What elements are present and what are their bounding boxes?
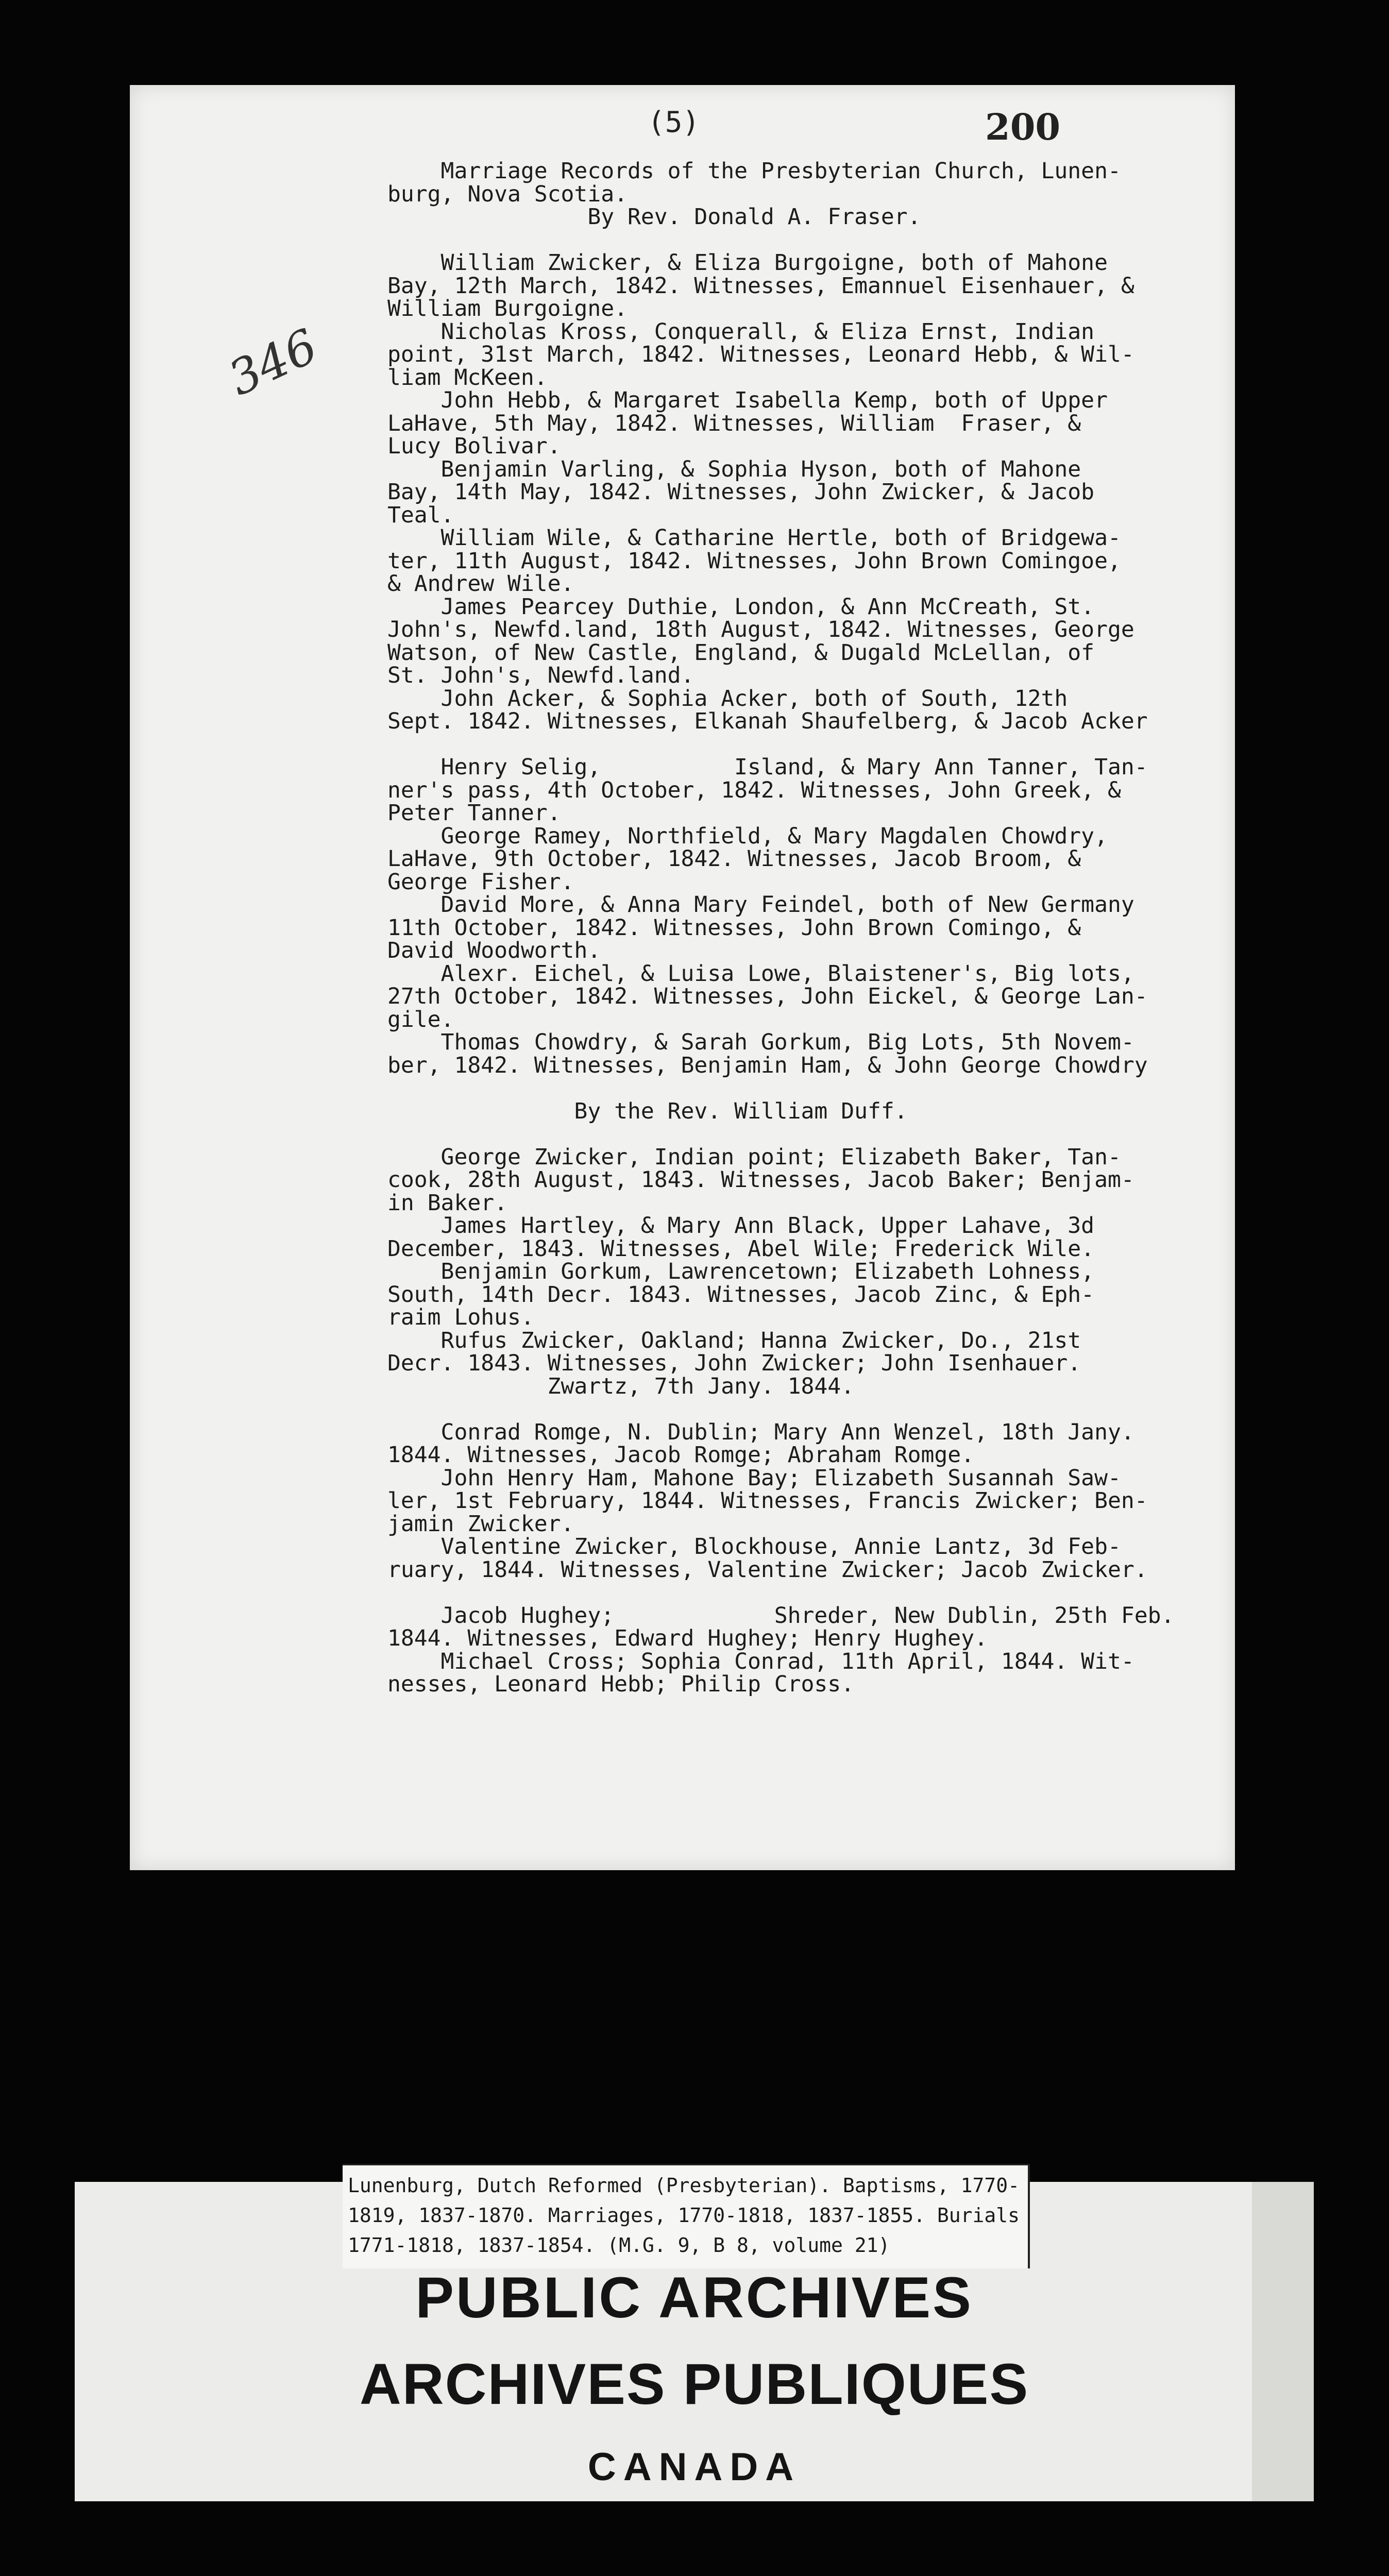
text-line: 27th October, 1842. Witnesses, John Eickel, & George Lan-: [387, 984, 1148, 1009]
text-line: St. John's, Newfd.land.: [387, 663, 694, 688]
text-line: jamin Zwicker.: [387, 1511, 574, 1537]
text-line: in Baker.: [387, 1190, 507, 1216]
text-line: & Andrew Wile.: [387, 571, 574, 597]
text-line: David More, & Anna Mary Feindel, both of New Germany: [387, 892, 1134, 918]
text-line: Zwartz, 7th Jany. 1844.: [387, 1373, 855, 1399]
text-line: cook, 28th August, 1843. Witnesses, Jacob Baker; Benjam-: [387, 1167, 1134, 1193]
text-line: raim Lohus.: [387, 1304, 534, 1330]
text-line: George Ramey, Northfield, & Mary Magdalen Chowdry,: [387, 823, 1108, 849]
text-line: point, 31st March, 1842. Witnesses, Leonard Hebb, & Wil-: [387, 342, 1134, 367]
text-line: Bay, 14th May, 1842. Witnesses, John Zwicker, & Jacob: [387, 479, 1095, 505]
text-line: ner's pass, 4th October, 1842. Witnesses, John Greek, &: [387, 777, 1121, 803]
text-line: Michael Cross; Sophia Conrad, 11th April, 1844. Wit-: [387, 1648, 1134, 1674]
text-line: burg, Nova Scotia.: [387, 181, 628, 207]
text-line: [387, 733, 1222, 756]
text-line: gile.: [387, 1006, 454, 1032]
text-line: By Rev. Donald A. Fraser.: [387, 204, 921, 230]
catalogue-slip: [343, 2164, 1030, 2268]
text-line: John Henry Ham, Mahone Bay; Elizabeth Susannah Saw-: [387, 1465, 1121, 1491]
text-line: Watson, of New Castle, England, & Dugald McLellan, of: [387, 639, 1095, 666]
text-line: [387, 1581, 1222, 1604]
text-line: By the Rev. William Duff.: [387, 1098, 908, 1124]
canada-heading: CANADA: [587, 2445, 801, 2489]
text-line: Bay, 12th March, 1842. Witnesses, Emannuel Eisenhauer, &: [387, 273, 1134, 299]
text-line: [387, 229, 1222, 252]
text-line: December, 1843. Witnesses, Abel Wile; Frederick Wile.: [387, 1235, 1095, 1262]
text-line: David Woodworth.: [387, 938, 601, 963]
text-line: James Pearcey Duthie, London, & Ann McCreath, St.: [387, 594, 1095, 620]
text-line: 11th October, 1842. Witnesses, John Brown Comingo, &: [387, 914, 1081, 941]
catalogue-slip-text: [348, 2171, 1023, 2260]
text-line: Conrad Romge, N. Dublin; Mary Ann Wenzel, 18th Jany.: [387, 1419, 1134, 1445]
slip-line: Lunenburg, Dutch Reformed (Presbyterian). Baptisms, 1770-: [348, 2174, 1020, 2197]
text-line: ber, 1842. Witnesses, Benjamin Ham, & John George Chowdry: [387, 1052, 1148, 1078]
text-line: John Acker, & Sophia Acker, both of South, 12th: [387, 685, 1068, 711]
slip-line: 1819, 1837-1870. Marriages, 1770-1818, 1837-1855. Burials: [348, 2204, 1020, 2227]
text-line: George Fisher.: [387, 869, 574, 895]
text-line: liam McKeen.: [387, 364, 548, 391]
page-number-left: (5): [648, 106, 700, 139]
text-line: [387, 1123, 1222, 1146]
marriage-records-text: [387, 160, 1222, 1696]
text-line: ter, 11th August, 1842. Witnesses, John Brown Comingoe,: [387, 548, 1121, 574]
text-line: Thomas Chowdry, & Sarah Gorkum, Big Lots, 5th Novem-: [387, 1029, 1134, 1055]
archives-publiques-heading: ARCHIVES PUBLIQUES: [359, 2352, 1029, 2416]
text-line: Rufus Zwicker, Oakland; Hanna Zwicker, Do., 21st: [387, 1327, 1081, 1353]
text-line: Nicholas Kross, Conquerall, & Eliza Ernst, Indian: [387, 318, 1095, 345]
slip-line: 1771-1818, 1837-1854. (M.G. 9, B 8, volume 21): [348, 2234, 890, 2257]
text-line: 1844. Witnesses, Edward Hughey; Henry Hughey.: [387, 1625, 988, 1651]
document-page: [130, 85, 1235, 1870]
text-line: nesses, Leonard Hebb; Philip Cross.: [387, 1671, 855, 1697]
text-line: John's, Newfd.land, 18th August, 1842. Witnesses, George: [387, 617, 1134, 642]
margin-annotation: 346: [220, 318, 326, 407]
text-line: John Hebb, & Margaret Isabella Kemp, both of Upper: [387, 387, 1108, 413]
text-line: LaHave, 9th October, 1842. Witnesses, Jacob Broom, &: [387, 846, 1081, 872]
text-line: Henry Selig, Island, & Mary Ann Tanner, Tan-: [387, 754, 1148, 780]
text-line: James Hartley, & Mary Ann Black, Upper Lahave, 3d: [387, 1213, 1095, 1239]
text-line: LaHave, 5th May, 1842. Witnesses, William Fraser, &: [387, 410, 1081, 436]
public-archives-heading: PUBLIC ARCHIVES: [415, 2265, 973, 2330]
text-line: Benjamin Varling, & Sophia Hyson, both of Mahone: [387, 456, 1081, 482]
text-line: Peter Tanner.: [387, 800, 561, 826]
text-line: South, 14th Decr. 1843. Witnesses, Jacob Zinc, & Eph-: [387, 1281, 1095, 1308]
text-line: Sept. 1842. Witnesses, Elkanah Shaufelberg, & Jacob Acker: [387, 708, 1148, 734]
text-line: George Zwicker, Indian point; Elizabeth Baker, Tan-: [387, 1144, 1121, 1170]
text-line: William Zwicker, & Eliza Burgoigne, both of Mahone: [387, 250, 1108, 276]
text-line: 1844. Witnesses, Jacob Romge; Abraham Romge.: [387, 1442, 975, 1468]
text-line: Alexr. Eichel, & Luisa Lowe, Blaistener's, Big lots,: [387, 960, 1134, 987]
text-line: William Wile, & Catharine Hertle, both of Bridgewa-: [387, 525, 1121, 551]
text-line: Teal.: [387, 502, 454, 528]
text-line: Valentine Zwicker, Blockhouse, Annie Lantz, 3d Feb-: [387, 1534, 1121, 1560]
archives-label: [75, 2174, 1314, 2501]
text-line: ler, 1st February, 1844. Witnesses, Francis Zwicker; Ben-: [387, 1488, 1148, 1514]
page-number-right: 200: [985, 106, 1061, 148]
text-line: Benjamin Gorkum, Lawrencetown; Elizabeth Lohness,: [387, 1259, 1095, 1284]
text-line: William Burgoigne.: [387, 296, 628, 321]
text-line: [387, 1398, 1222, 1421]
text-line: Decr. 1843. Witnesses, John Zwicker; John Isenhauer.: [387, 1350, 1081, 1376]
text-line: [387, 1077, 1222, 1100]
text-line: ruary, 1844. Witnesses, Valentine Zwicker; Jacob Zwicker.: [387, 1556, 1148, 1583]
text-line: Marriage Records of the Presbyterian Church, Lunen-: [387, 158, 1121, 184]
text-line: Jacob Hughey; Shreder, New Dublin, 25th Feb.: [387, 1602, 1175, 1629]
text-line: Lucy Bolivar.: [387, 433, 561, 459]
